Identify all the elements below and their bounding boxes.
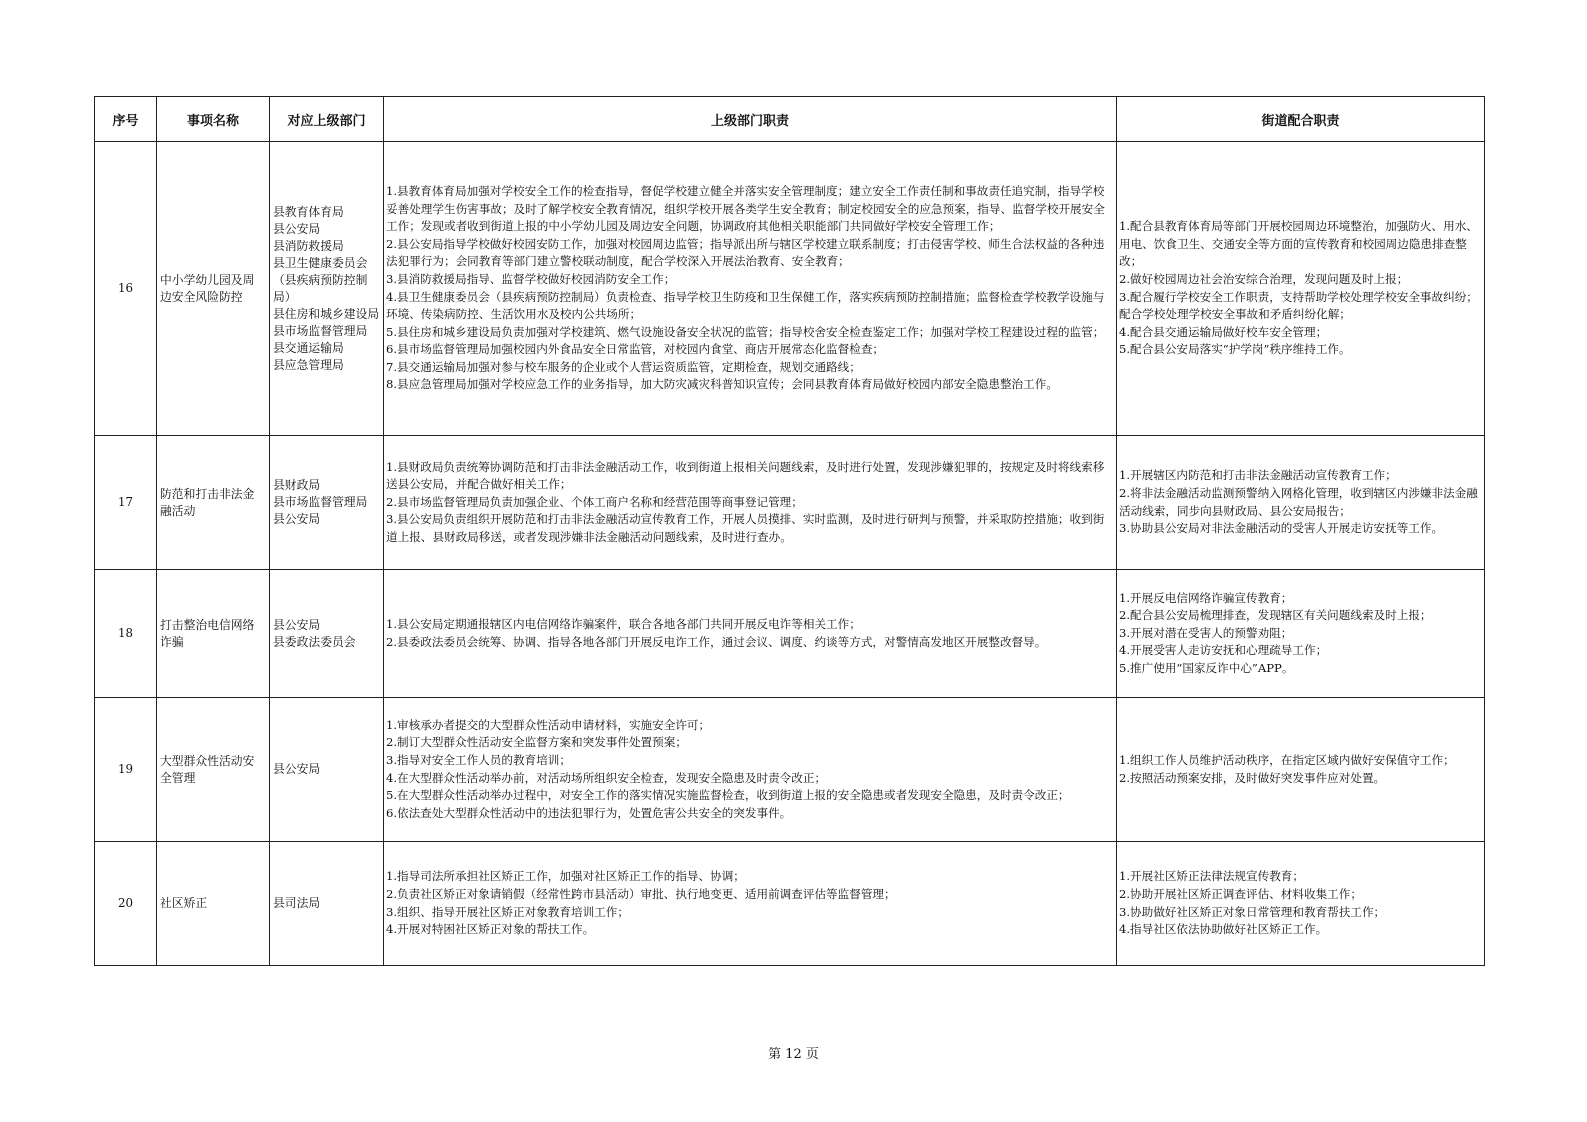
department-name: 县市场监督管理局	[273, 323, 368, 338]
header-upper-duties: 上级部门职责	[384, 97, 1117, 142]
table-header-row	[95, 97, 1485, 142]
header-street-duties: 街道配合职责	[1117, 97, 1485, 142]
department-name: 县卫生健康委员会（县疾病预防控制局）	[273, 255, 368, 304]
upper-duty-item: 6.依法查处大型群众性活动中的违法犯罪行为，处置危害公共安全的突发事件。	[386, 805, 792, 820]
row-departments	[270, 842, 384, 966]
row-item-name: 中小学幼儿园及周边安全风险防控	[157, 142, 270, 436]
street-duty-item: 1.配合县教育体育局等部门开展校园周边环境整治，加强防火、用水、用电、饮食卫生、交通安全等方面的宣传教育和校园周边隐患排查整改；	[1119, 219, 1478, 269]
table-row	[95, 570, 1485, 698]
table-body	[95, 142, 1485, 966]
upper-duty-item: 7.县交通运输局加强对参与校车服务的企业或个人营运资质监管，定期检查，规划交通路线；	[386, 359, 861, 374]
street-duty-item: 4.开展受害人走访安抚和心理疏导工作；	[1119, 643, 1328, 658]
upper-duty-item: 5.在大型群众性活动举办过程中，对安全工作的落实情况实施监督检查，收到街道上报的安全隐患或者发现安全隐患，及时责令改正；	[386, 788, 1070, 803]
department-name: 县教育体育局	[273, 204, 344, 219]
department-name: 县公安局	[273, 617, 321, 632]
upper-duty-item: 1.县教育体育局加强对学校安全工作的检查指导，督促学校建立健全并落实安全管理制度；建立安全工作责任制和事故责任追究制，指导学校妥善处理学生伤害事故；及时了解学校安全教育情况，组织学校开展各类学生安全教育；制定校园安全的应急预案，指导、监督学校开展安全工作；发现或者收到街道上报的中小学幼儿园及周边安全问题，协调政府其他相关职能部门共同做好学校安全管理工作；	[386, 183, 1105, 234]
street-duty-item: 1.开展辖区内防范和打击非法金融活动宣传教育工作；	[1119, 468, 1397, 483]
row-departments	[270, 142, 384, 436]
street-duty-item: 3.协助县公安局对非法金融活动的受害人开展走访安抚等工作。	[1119, 521, 1444, 536]
header-seq: 序号	[95, 97, 157, 142]
upper-duty-item: 4.县卫生健康委员会（县疾病预防控制局）负责检查、指导学校卫生防疫和卫生保健工作，落实疾病预防控制措施；监督检查学校教学设施与环境、传染病防控、生活饮用水及校内公共场所；	[386, 289, 1105, 322]
upper-duty-item: 6.县市场监督管理局加强校园内外食品安全日常监管，对校园内食堂、商店开展常态化监督检查；	[386, 342, 885, 357]
street-duty-item: 2.配合县公安局梳理排查，发现辖区有关问题线索及时上报；	[1119, 608, 1432, 623]
upper-duty-item: 3.县公安局负责组织开展防范和打击非法金融活动宣传教育工作，开展人员摸排、实时监测，及时进行研判与预警，并采取防控措施；收到街道上报、县财政局移送，或者发现涉嫌非法金融活动问题线索，及时进行查办。	[386, 512, 1105, 544]
row-departments	[270, 436, 384, 570]
department-name: 县消防救援局	[273, 238, 344, 253]
upper-duty-item: 1.审核承办者提交的大型群众性活动申请材料，实施安全许可；	[386, 717, 711, 732]
street-duty-item: 3.配合履行学校安全工作职责，支持帮助学校处理学校安全事故纠纷；配合学校处理学校安全事故和矛盾纠纷化解；	[1119, 289, 1478, 322]
upper-duty-item: 4.开展对特困社区矫正对象的帮扶工作。	[386, 922, 595, 937]
row-upper-duties	[384, 570, 1117, 698]
department-name: 县市场监督管理局	[273, 495, 368, 509]
upper-duty-item: 2.负责社区矫正对象请销假（经常性跨市县活动）审批、执行地变更、适用前调查评估等监督管理；	[386, 886, 896, 901]
street-duty-item: 5.推广使用“国家反诈中心”APP。	[1119, 660, 1294, 675]
department-name: 县财政局	[273, 478, 321, 492]
street-duty-item: 1.开展反电信网络诈骗宣传教育；	[1119, 590, 1293, 605]
row-item-name: 打击整治电信网络诈骗	[157, 570, 270, 698]
row-street-duties	[1117, 698, 1485, 842]
row-seq: 20	[95, 842, 157, 966]
upper-duty-item: 1.县公安局定期通报辖区内电信网络诈骗案件，联合各地各部门共同开展反电诈等相关工作；	[386, 616, 861, 631]
upper-duty-item: 3.指导对安全工作人员的教育培训；	[386, 752, 571, 767]
department-name: 县住房和城乡建设局	[273, 306, 380, 321]
row-departments	[270, 570, 384, 698]
street-duty-item: 2.协助开展社区矫正调查评估、材料收集工作；	[1119, 886, 1362, 901]
street-duty-item: 2.按照活动预案安排，及时做好突发事件应对处置。	[1119, 770, 1386, 785]
department-name: 县司法局	[273, 896, 321, 910]
street-duty-item: 4.指导社区依法协助做好社区矫正工作。	[1119, 922, 1328, 937]
row-seq: 17	[95, 436, 157, 570]
row-departments	[270, 698, 384, 842]
upper-duty-item: 4.在大型群众性活动举办前，对活动场所组织安全检查，发现安全隐患及时责令改正；	[386, 770, 827, 785]
upper-duty-item: 8.县应急管理局加强对学校应急工作的业务指导，加大防灾减灾科普知识宣传；会同县教育体育局做好校园内部安全隐患整治工作。	[386, 377, 1058, 392]
header-item: 事项名称	[157, 97, 270, 142]
table-row	[95, 142, 1485, 436]
street-duty-item: 4.配合县交通运输局做好校车安全管理；	[1119, 324, 1328, 339]
department-name: 县公安局	[273, 762, 321, 776]
table-row	[95, 842, 1485, 966]
row-upper-duties	[384, 698, 1117, 842]
row-item-name: 社区矫正	[157, 842, 270, 966]
row-seq: 19	[95, 698, 157, 842]
department-name: 县委政法委员会	[273, 634, 356, 649]
street-duty-item: 3.开展对潜在受害人的预警劝阻；	[1119, 625, 1293, 640]
street-duty-item: 3.协助做好社区矫正对象日常管理和教育帮扶工作；	[1119, 904, 1386, 919]
department-name: 县交通运输局	[273, 340, 344, 355]
table-row	[95, 698, 1485, 842]
row-item-name: 大型群众性活动安全管理	[157, 698, 270, 842]
upper-duty-item: 1.县财政局负责统筹协调防范和打击非法金融活动工作，收到街道上报相关问题线索，及时进行处置，发现涉嫌犯罪的，按规定及时将线索移送县公安局，并配合做好相关工作；	[386, 459, 1105, 492]
street-duty-item: 1.组织工作人员维护活动秩序，在指定区域内做好安保值守工作；	[1119, 752, 1455, 767]
upper-duty-item: 5.县住房和城乡建设局负责加强对学校建筑、燃气设施设备安全状况的监管；指导校舍安全检查鉴定工作；加强对学校工程建设过程的监管；	[386, 324, 1105, 339]
upper-duty-item: 1.指导司法所承担社区矫正工作，加强对社区矫正工作的指导、协调；	[386, 869, 745, 884]
row-item-name: 防范和打击非法金融活动	[157, 436, 270, 570]
upper-duty-item: 3.县消防救援局指导、监督学校做好校园消防安全工作；	[386, 271, 676, 286]
department-name: 县公安局	[273, 512, 321, 526]
row-upper-duties	[384, 842, 1117, 966]
upper-duty-item: 2.县公安局指导学校做好校园安防工作，加强对校园周边监管；指导派出所与辖区学校建立联系制度；打击侵害学校、师生合法权益的各种违法犯罪行为；会同教育等部门建立警校联动制度，配合学校深入开展法治教育、安全教育；	[386, 236, 1105, 269]
row-seq: 18	[95, 570, 157, 698]
table-row	[95, 436, 1485, 570]
upper-duty-item: 2.制订大型群众性活动安全监督方案和突发事件处置预案；	[386, 735, 687, 750]
row-street-duties	[1117, 436, 1485, 570]
row-upper-duties	[384, 142, 1117, 436]
upper-duty-item: 3.组织、指导开展社区矫正对象教育培训工作；	[386, 904, 629, 919]
street-duty-item: 2.将非法金融活动监测预警纳入网格化管理，收到辖区内涉嫌非法金融活动线索，同步向县财政局、县公安局报告；	[1119, 485, 1478, 518]
row-street-duties	[1117, 570, 1485, 698]
row-upper-duties	[384, 436, 1117, 570]
header-dept: 对应上级部门	[270, 97, 384, 142]
department-name: 县公安局	[273, 221, 321, 236]
row-seq: 16	[95, 142, 157, 436]
street-duty-item: 1.开展社区矫正法律法规宣传教育；	[1119, 869, 1304, 884]
upper-duty-item: 2.县委政法委员会统筹、协调、指导各地各部门开展反电诈工作，通过会议、调度、约谈等方式，对警情高发地区开展整改督导。	[386, 634, 1047, 649]
department-name: 县应急管理局	[273, 357, 344, 372]
row-street-duties	[1117, 842, 1485, 966]
street-duty-item: 5.配合县公安局落实“护学岗”秩序维持工作。	[1119, 342, 1351, 357]
page-number: 第 12 页	[768, 1047, 819, 1062]
row-street-duties	[1117, 142, 1485, 436]
upper-duty-item: 2.县市场监督管理局负责加强企业、个体工商户名称和经营范围等商事登记管理；	[386, 494, 803, 509]
street-duty-item: 2.做好校园周边社会治安综合治理，发现问题及时上报；	[1119, 271, 1409, 286]
duties-table	[94, 96, 1485, 966]
